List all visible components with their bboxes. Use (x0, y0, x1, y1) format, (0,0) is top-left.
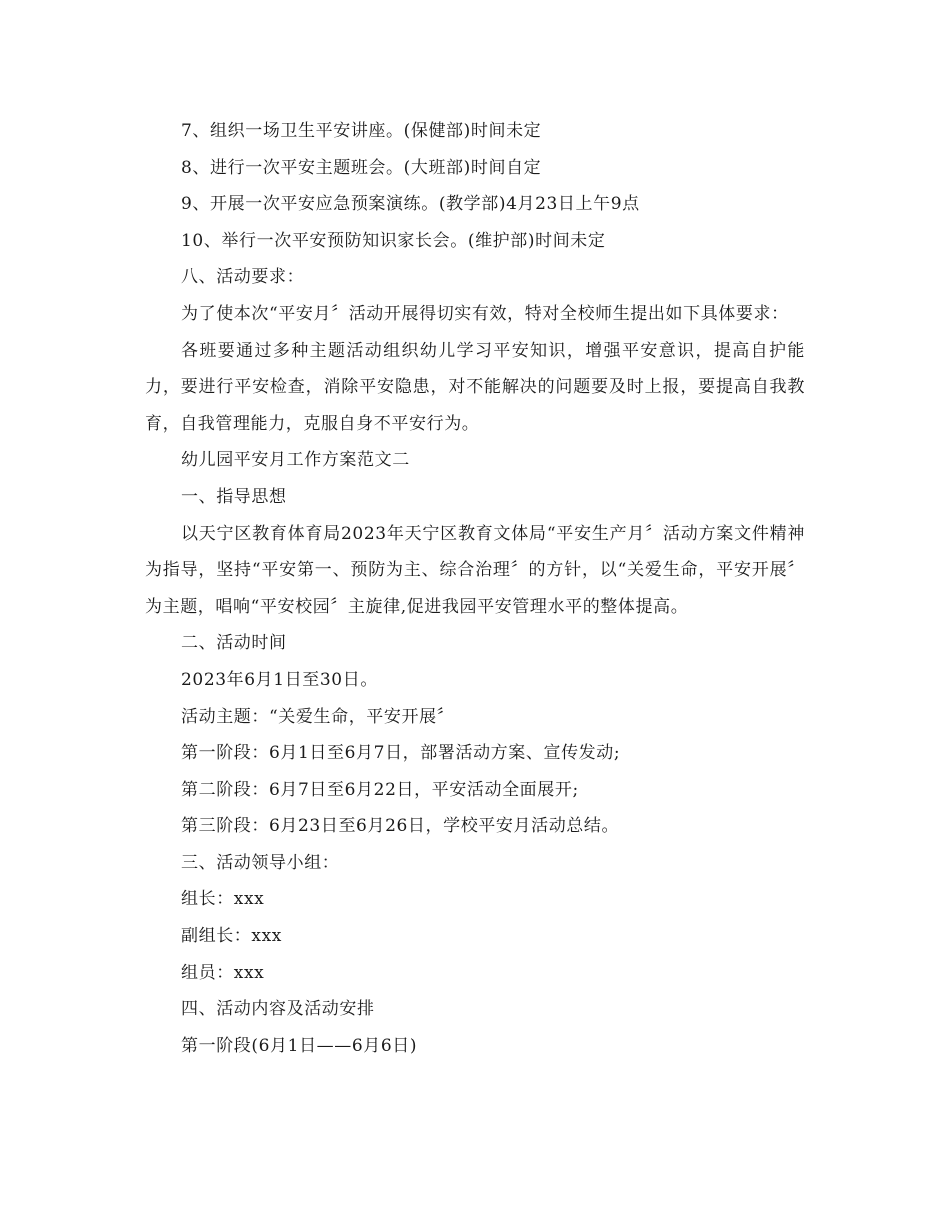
activity-theme: 活动主题：“关爱生命，平安开展〞 (181, 706, 455, 727)
group-members-line: 组员：xxx (181, 962, 265, 983)
requirements-body-paragraph: 各班要通过多种主题活动组织幼儿学习平安知识，增强平安意识，提高自护能力，要进行平安检查，消除平安隐患，对不能解决的问题要及时上报，要提高自我教育，自我管理能力，克服自身不平安行为。 (145, 340, 805, 434)
list-item-8: 8、进行一次平安主题班会。(大班部)时间自定 (181, 157, 542, 178)
phase-one-heading: 第一阶段(6月1日——6月6日) (181, 1035, 418, 1056)
phase-two-line: 第二阶段：6月7日至6月22日，平安活动全面展开; (181, 779, 579, 800)
guiding-ideology-paragraph: 以天宁区教育体育局2023年天宁区教育文体局“平安生产月〞活动方案文件精神为指导，坚持“平安第一、预防为主、综合治理〞的方针，以“关爱生命，平安开展〞为主题，唱响“平安校园〞主旋律,促进我园平安管理水平的整体提高。 (145, 523, 805, 617)
phase-three-line: 第三阶段：6月23日至6月26日，学校平安月活动总结。 (181, 816, 620, 837)
section-heading-leadership-group: 三、活动领导小组： (181, 852, 340, 873)
deputy-leader-line: 副组长：xxx (181, 926, 282, 947)
list-item-10: 10、举行一次平安预防知识家长会。(维护部)时间未定 (181, 230, 606, 251)
list-item-7: 7、组织一场卫生平安讲座。(保健部)时间未定 (181, 121, 542, 141)
list-item-9: 9、开展一次平安应急预案演练。(教学部)4月23日上午9点 (181, 194, 640, 215)
section-heading-requirements: 八、活动要求： (181, 267, 305, 288)
section-heading-activity-time: 二、活动时间 (181, 633, 287, 654)
group-leader-line: 组长：xxx (181, 889, 265, 910)
document-subtitle: 幼儿园平安月工作方案范文二 (181, 450, 410, 471)
document-body (145, 113, 805, 1064)
activity-date-range: 2023年6月1日至30日。 (181, 669, 378, 690)
requirements-intro-paragraph: 为了使本次“平安月〞活动开展得切实有效，特对全校师生提出如下具体要求： (181, 303, 789, 324)
section-heading-activity-content: 四、活动内容及活动安排 (181, 999, 375, 1020)
section-heading-guiding-ideology: 一、指导思想 (181, 486, 287, 507)
phase-one-line: 第一阶段：6月1日至6月7日，部署活动方案、宣传发动; (181, 743, 621, 764)
